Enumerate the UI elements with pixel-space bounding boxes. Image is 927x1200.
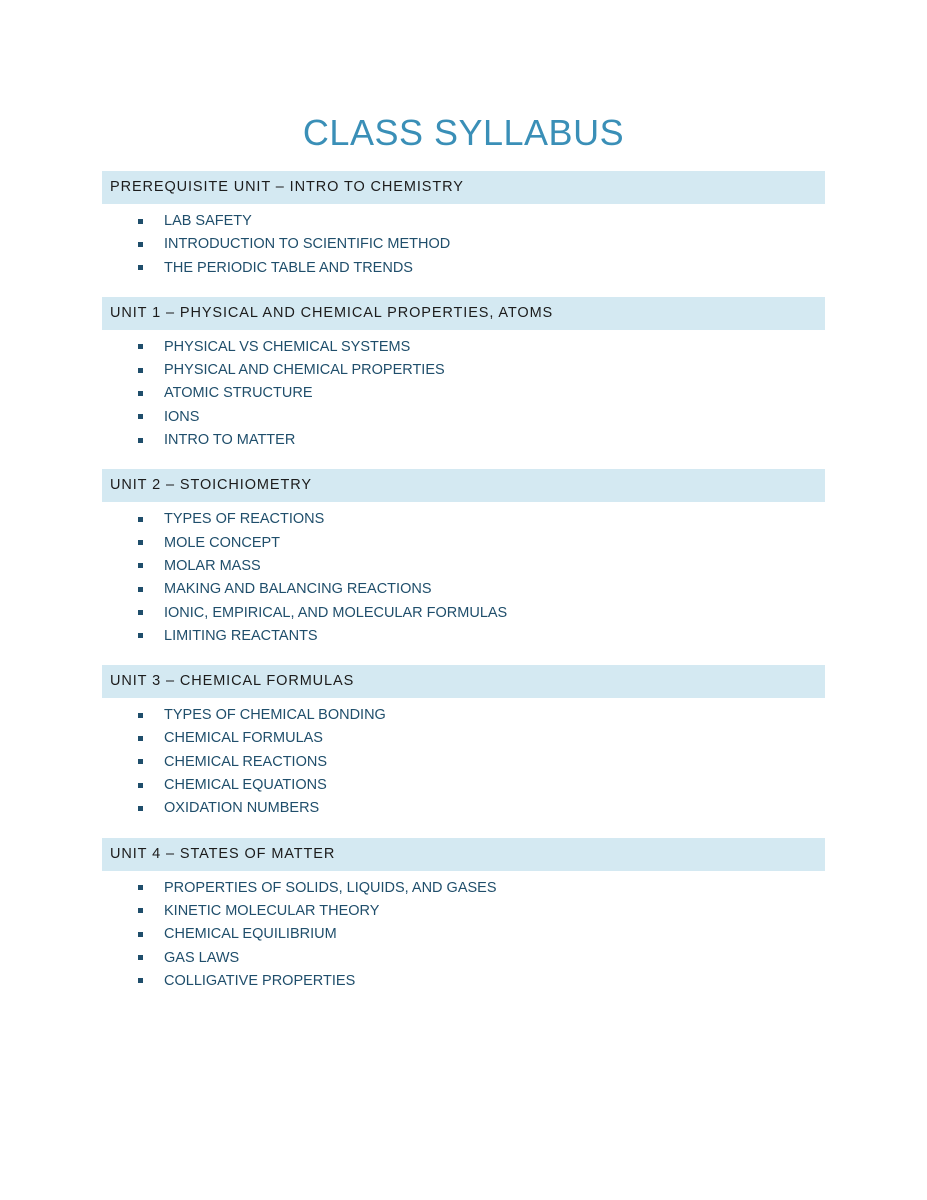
unit-heading: PREREQUISITE UNIT – INTRO TO CHEMISTRY <box>102 171 825 204</box>
topic-label: INTRODUCTION TO SCIENTIFIC METHOD <box>164 236 451 253</box>
topic-label: IONS <box>164 408 200 425</box>
list-item <box>102 257 825 280</box>
topic-label: TYPES OF REACTIONS <box>164 511 325 528</box>
square-bullet-icon <box>138 633 143 638</box>
topic-list <box>102 871 825 993</box>
list-item <box>102 947 825 970</box>
unit-heading: UNIT 1 – PHYSICAL AND CHEMICAL PROPERTIES, ATOMS <box>102 297 825 330</box>
topic-label: INTRO TO MATTER <box>164 432 296 449</box>
list-item <box>102 359 825 382</box>
square-bullet-icon <box>138 806 143 811</box>
list-item <box>102 210 825 233</box>
topic-label: THE PERIODIC TABLE AND TRENDS <box>164 259 413 276</box>
topic-label: CHEMICAL REACTIONS <box>164 753 328 770</box>
topic-label: PROPERTIES OF SOLIDS, LIQUIDS, AND GASES <box>164 879 497 896</box>
topic-label: CHEMICAL EQUATIONS <box>164 777 327 794</box>
list-item <box>102 555 825 578</box>
topic-label: COLLIGATIVE PROPERTIES <box>164 972 356 989</box>
list-item <box>102 797 825 820</box>
topic-label: CHEMICAL FORMULAS <box>164 730 323 747</box>
list-item <box>102 233 825 256</box>
unit-prerequisite <box>102 171 825 297</box>
list-item <box>102 774 825 797</box>
topic-label: PHYSICAL AND CHEMICAL PROPERTIES <box>164 362 445 379</box>
topic-list <box>102 330 825 452</box>
topic-label: CHEMICAL EQUILIBRIUM <box>164 926 337 943</box>
topic-label: IONIC, EMPIRICAL, AND MOLECULAR FORMULAS <box>164 604 508 621</box>
topic-label: GAS LAWS <box>164 949 240 966</box>
square-bullet-icon <box>138 414 143 419</box>
unit-heading: UNIT 3 – CHEMICAL FORMULAS <box>102 665 825 698</box>
square-bullet-icon <box>138 713 143 718</box>
square-bullet-icon <box>138 563 143 568</box>
unit-2 <box>102 469 825 665</box>
unit-1 <box>102 297 825 469</box>
square-bullet-icon <box>138 438 143 443</box>
unit-3 <box>102 665 825 837</box>
list-item <box>102 508 825 531</box>
square-bullet-icon <box>138 610 143 615</box>
list-item <box>102 578 825 601</box>
square-bullet-icon <box>138 344 143 349</box>
square-bullet-icon <box>138 265 143 270</box>
topic-label: KINETIC MOLECULAR THEORY <box>164 902 380 919</box>
list-item <box>102 900 825 923</box>
square-bullet-icon <box>138 242 143 247</box>
unit-4 <box>102 838 825 993</box>
square-bullet-icon <box>138 587 143 592</box>
square-bullet-icon <box>138 932 143 937</box>
square-bullet-icon <box>138 885 143 890</box>
list-item <box>102 970 825 993</box>
topic-label: MOLAR MASS <box>164 557 261 574</box>
square-bullet-icon <box>138 783 143 788</box>
list-item <box>102 336 825 359</box>
list-item <box>102 406 825 429</box>
list-item <box>102 602 825 625</box>
topic-list <box>102 502 825 648</box>
topic-label: OXIDATION NUMBERS <box>164 800 320 817</box>
square-bullet-icon <box>138 219 143 224</box>
list-item <box>102 923 825 946</box>
topic-label: LIMITING REACTANTS <box>164 627 318 644</box>
list-item <box>102 877 825 900</box>
page-title: CLASS SYLLABUS <box>302 112 625 153</box>
list-item <box>102 751 825 774</box>
list-item <box>102 532 825 555</box>
topic-label: MAKING AND BALANCING REACTIONS <box>164 581 432 598</box>
square-bullet-icon <box>138 517 143 522</box>
topic-label: LAB SAFETY <box>164 213 252 229</box>
unit-heading: UNIT 4 – STATES OF MATTER <box>102 838 825 871</box>
square-bullet-icon <box>138 540 143 545</box>
list-item <box>102 727 825 750</box>
topic-label: TYPES OF CHEMICAL BONDING <box>164 707 386 724</box>
square-bullet-icon <box>138 955 143 960</box>
topic-label: ATOMIC STRUCTURE <box>164 385 313 402</box>
topic-label: PHYSICAL VS CHEMICAL SYSTEMS <box>164 338 411 355</box>
topic-list <box>102 698 825 820</box>
square-bullet-icon <box>138 368 143 373</box>
list-item <box>102 429 825 452</box>
square-bullet-icon <box>138 391 143 396</box>
square-bullet-icon <box>138 759 143 764</box>
list-item <box>102 704 825 727</box>
topic-list <box>102 204 825 280</box>
list-item <box>102 382 825 405</box>
list-item <box>102 625 825 648</box>
square-bullet-icon <box>138 978 143 983</box>
square-bullet-icon <box>138 908 143 913</box>
syllabus-content <box>102 171 825 993</box>
square-bullet-icon <box>138 736 143 741</box>
unit-heading: UNIT 2 – STOICHIOMETRY <box>102 469 825 502</box>
topic-label: MOLE CONCEPT <box>164 534 281 551</box>
